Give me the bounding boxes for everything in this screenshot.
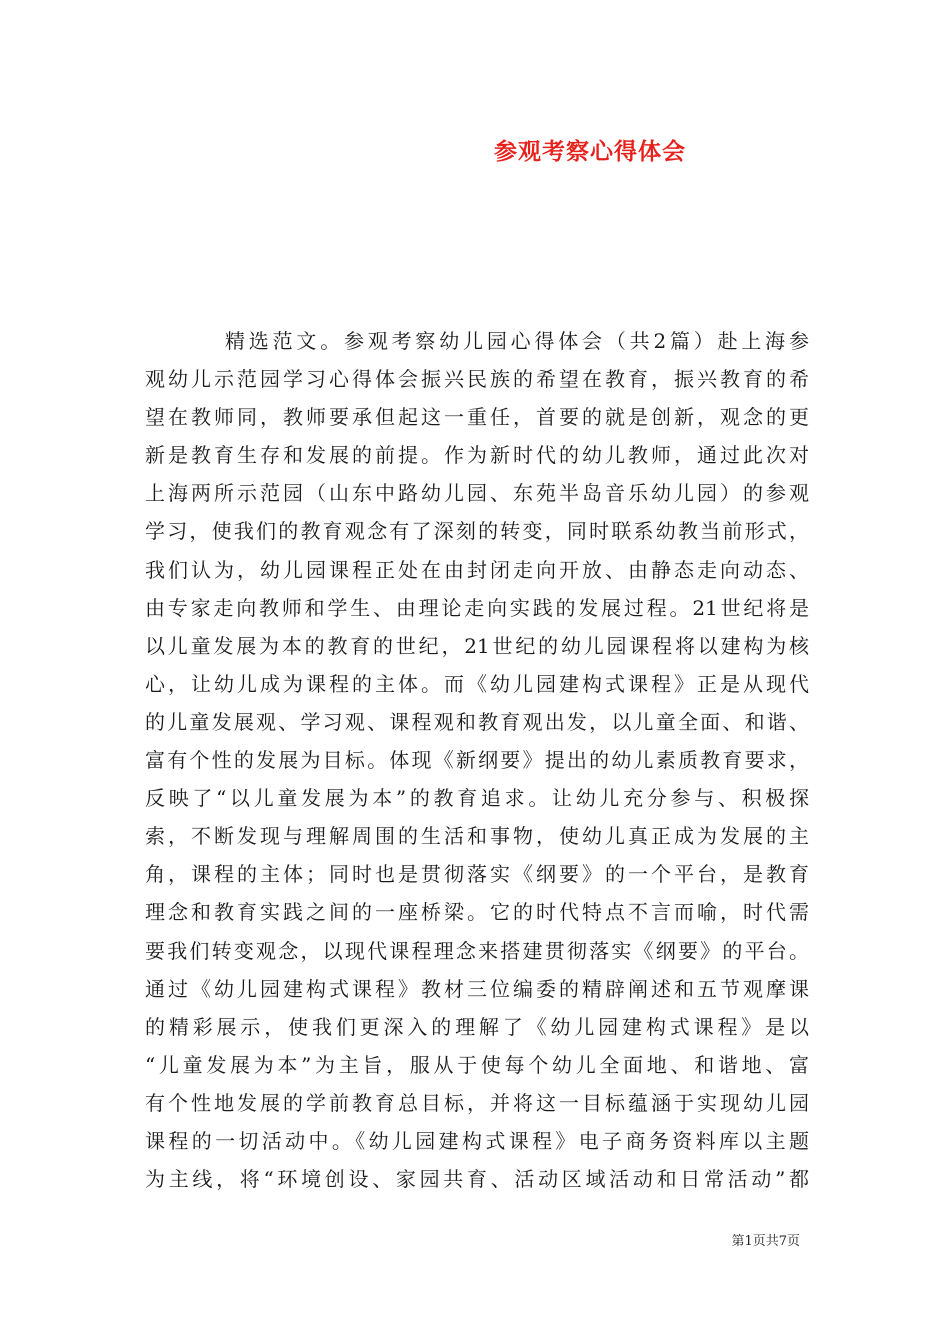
body-line: 富有个性的发展为目标。体现《新纲要》提出的幼儿素质教育要求， — [145, 748, 809, 773]
body-line: 通过《幼儿园建构式课程》教材三位编委的精辟阐述和五节观摩课 — [145, 976, 809, 1001]
body-line: 学习，使我们的教育观念有了深刻的转变，同时联系幼教当前形式， — [145, 519, 809, 544]
document-body — [145, 322, 809, 1198]
document-title: 参观考察心得体会 — [494, 138, 686, 165]
body-line: 的精彩展示，使我们更深入的理解了《幼儿园建构式课程》是以 — [145, 1014, 809, 1039]
body-line: 以儿童发展为本的教育的世纪，21世纪的幼儿园课程将以建构为核 — [145, 633, 809, 658]
body-line: 为主线，将“环境创设、家园共育、活动区域活动和日常活动”都 — [145, 1167, 809, 1192]
body-line: 我们认为，幼儿园课程正处在由封闭走向开放、由静态走向动态、 — [145, 557, 809, 582]
page-number-footer: 第1页共7页 — [731, 1234, 800, 1249]
body-line: 望在教师同，教师要承但起这一重任，首要的就是创新，观念的更 — [145, 405, 809, 430]
body-line: “儿童发展为本”为主旨，服从于使每个幼儿全面地、和谐地、富 — [145, 1052, 809, 1077]
body-line: 心，让幼儿成为课程的主体。而《幼儿园建构式课程》正是从现代 — [145, 671, 809, 696]
body-line: 观幼儿示范园学习心得体会振兴民族的希望在教育，振兴教育的希 — [145, 367, 809, 392]
body-line: 的儿童发展观、学习观、课程观和教育观出发，以儿童全面、和谐、 — [145, 709, 809, 734]
body-line: 索，不断发现与理解周围的生活和事物，使幼儿真正成为发展的主 — [145, 824, 809, 849]
body-line: 精选范文。参观考察幼儿园心得体会（共2篇）赴上海参 — [225, 329, 809, 353]
body-line: 角，课程的主体；同时也是贯彻落实《纲要》的一个平台，是教育 — [145, 862, 809, 887]
body-line: 上海两所示范园（山东中路幼儿园、东苑半岛音乐幼儿园）的参观 — [145, 481, 809, 506]
body-line: 有个性地发展的学前教育总目标，并将这一目标蕴涵于实现幼儿园 — [145, 1090, 809, 1115]
body-line: 新是教育生存和发展的前提。作为新时代的幼儿教师，通过此次对 — [145, 443, 809, 468]
body-line: 理念和教育实践之间的一座桥梁。它的时代特点不言而喻，时代需 — [145, 900, 809, 925]
body-line: 要我们转变观念，以现代课程理念来搭建贯彻落实《纲要》的平台。 — [145, 938, 809, 963]
body-line: 课程的一切活动中。《幼儿园建构式课程》电子商务资料库以主题 — [145, 1128, 809, 1153]
body-line: 由专家走向教师和学生、由理论走向实践的发展过程。21世纪将是 — [145, 595, 809, 620]
body-line: 反映了“以儿童发展为本”的教育追求。让幼儿充分参与、积极探 — [145, 786, 809, 811]
